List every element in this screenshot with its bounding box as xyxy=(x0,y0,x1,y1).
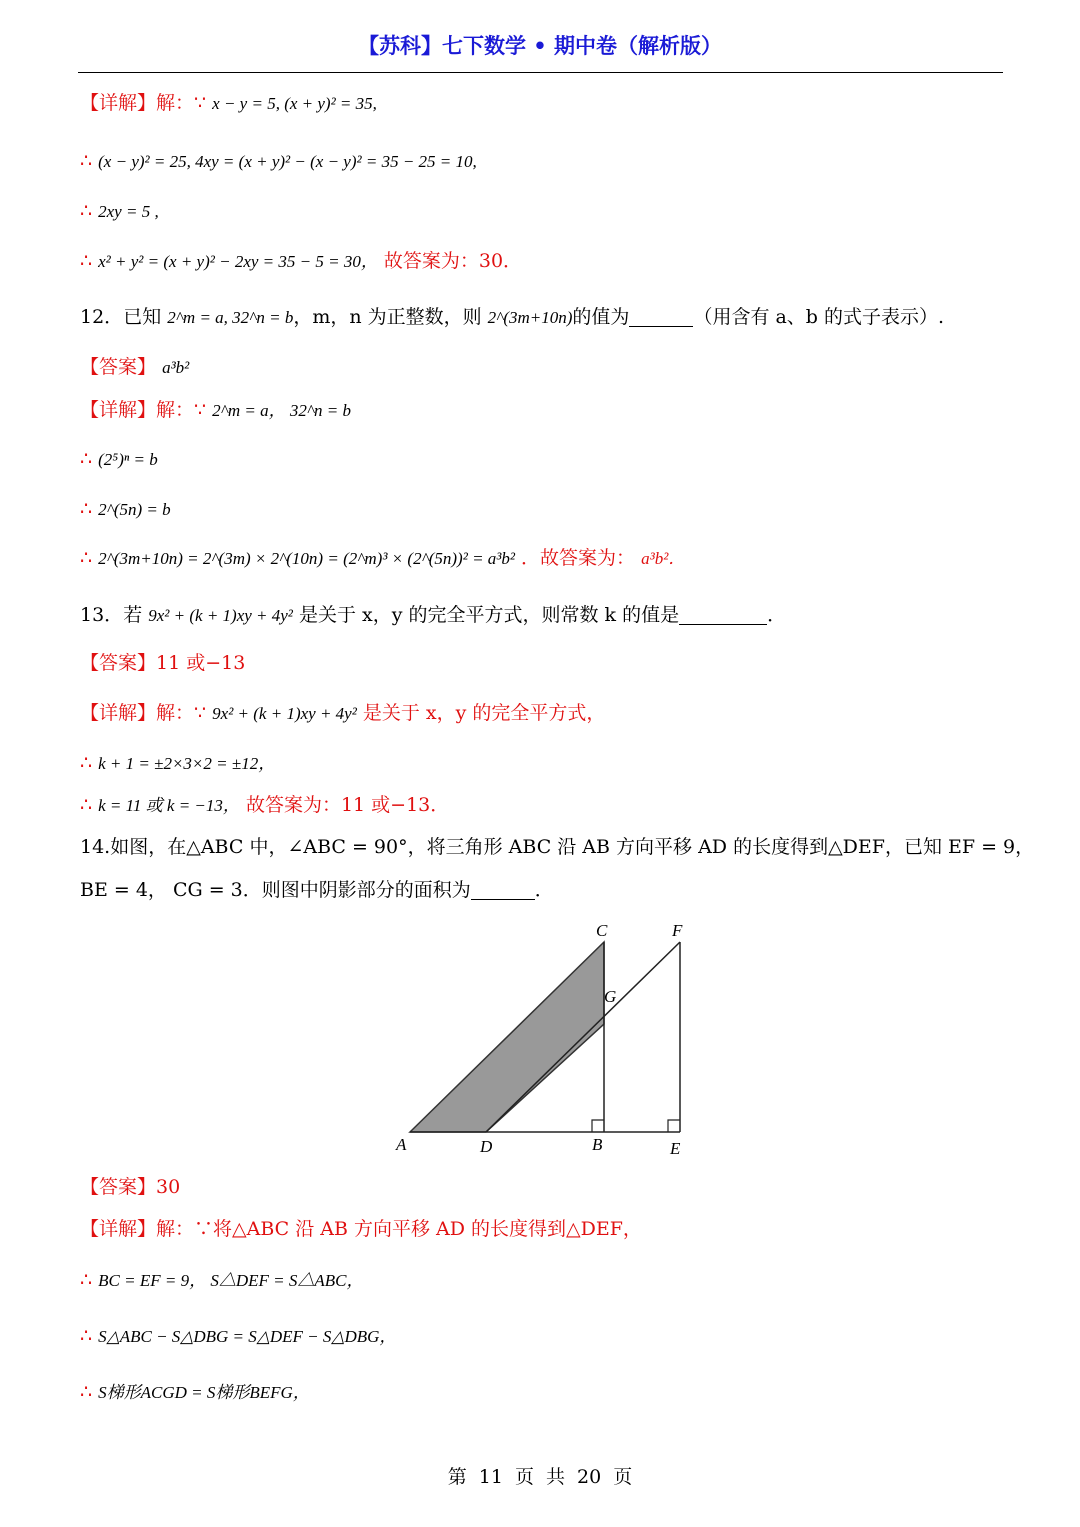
q13-detail-line-1 xyxy=(80,704,605,723)
stem-text: 如图，在△ABC 中，∠ABC = 90°，将三角形 ABC 沿 AB 方向平移 AD 的长度得到△DEF，已知 EF = 9， xyxy=(110,836,1035,858)
q11-detail-line-1 xyxy=(80,94,377,113)
translation-figure xyxy=(380,910,700,1160)
right-angle-e xyxy=(668,1120,680,1132)
math-expression: 2^m = a, 32^n = b xyxy=(167,308,294,327)
label-f: F xyxy=(672,921,683,940)
therefore-symbol: ∴ xyxy=(80,547,93,569)
q14-detail-line-4 xyxy=(80,1383,310,1402)
q14-detail-line-3 xyxy=(80,1327,396,1346)
detail-tag: 【详解】 xyxy=(80,92,157,114)
q12-detail-line-4 xyxy=(80,549,685,568)
answer-value: a³b² xyxy=(162,358,190,377)
detail-prefix: 解：∵ xyxy=(156,399,207,421)
q12-answer xyxy=(80,358,189,377)
q14-detail-line-1 xyxy=(80,1220,642,1239)
therefore-symbol: ∴ xyxy=(80,1269,93,1291)
q13-detail-line-3 xyxy=(80,796,449,815)
math-expression: 9x² + (k + 1)xy + 4y² xyxy=(212,704,357,723)
therefore-symbol: ∴ xyxy=(80,498,93,520)
q11-detail-line-3 xyxy=(80,202,159,221)
q13-stem xyxy=(80,606,786,625)
stem-text: BE = 4， CG = 3．则图中阴影部分的面积为 xyxy=(80,879,471,901)
math-expression: (2⁵)ⁿ = b xyxy=(98,450,158,469)
answer-tag: 【答案】 xyxy=(80,1176,157,1198)
q13-answer xyxy=(80,654,245,673)
q14-stem-line-2 xyxy=(80,881,554,900)
math-expression: 2^(5n) = b xyxy=(98,500,171,519)
math-expression: S△ABC − S△DBG = S△DEF − S△DBG， xyxy=(98,1327,397,1346)
detail-suffix: 是关于 x，y 的完全平方式， xyxy=(362,702,606,724)
math-expression: x² + y² = (x + y)² − 2xy = 35 − 5 = 30， xyxy=(98,252,378,271)
detail-prefix: 解：∵ xyxy=(156,92,207,114)
stem-text: ，m，n 为正整数，则 xyxy=(293,306,482,328)
math-expression: 2xy = 5 , xyxy=(98,202,159,221)
therefore-symbol: ∴ xyxy=(80,1381,93,1403)
label-a: A xyxy=(396,1135,407,1154)
stem-text: ． xyxy=(534,879,554,901)
q12-detail-line-2 xyxy=(80,450,158,469)
label-c: C xyxy=(596,921,608,940)
question-number: 14. xyxy=(80,836,111,858)
stem-text: 已知 xyxy=(123,306,162,328)
page-footer: 第 11 页 共 20 页 xyxy=(447,1466,633,1488)
q12-detail-line-1 xyxy=(80,401,351,420)
answer-blank xyxy=(679,606,767,625)
q14-stem-line-1 xyxy=(80,838,1034,857)
math-expression: k + 1 = ±2×3×2 = ±12， xyxy=(98,754,276,773)
answer-blank xyxy=(629,308,693,327)
answer-value: 11 或−13 xyxy=(156,652,246,674)
therefore-symbol: ∴ xyxy=(80,250,93,272)
stem-text: ． xyxy=(767,604,787,626)
label-e: E xyxy=(670,1139,681,1158)
therefore-symbol: ∴ xyxy=(80,448,93,470)
math-expression: 2^(3m+10n) xyxy=(487,308,573,327)
stem-text: 是关于 x，y 的完全平方式，则常数 k 的值是 xyxy=(298,604,680,626)
q12-detail-line-3 xyxy=(80,500,171,519)
therefore-symbol: ∴ xyxy=(80,752,93,774)
shaded-region-acgd xyxy=(410,942,604,1132)
answer-value: 30 xyxy=(156,1176,181,1198)
therefore-symbol: ∴ xyxy=(80,794,93,816)
detail-tag: 【详解】 xyxy=(80,1218,157,1240)
answer-blank xyxy=(471,881,535,900)
math-expression: 2^m = a， 32^n = b xyxy=(212,401,351,420)
conclusion-text: 故答案为：11 或−13． xyxy=(245,794,450,816)
detail-tag: 【详解】 xyxy=(80,702,157,724)
answer-tag: 【答案】 xyxy=(80,652,157,674)
answer-tag: 【答案】 xyxy=(80,356,157,378)
q14-answer xyxy=(80,1178,180,1197)
math-expression: 9x² + (k + 1)xy + 4y² xyxy=(148,606,293,625)
right-angle-b xyxy=(592,1120,604,1132)
detail-prefix: 解：∵ xyxy=(156,702,207,724)
therefore-symbol: ∴ xyxy=(80,150,93,172)
therefore-symbol: ∴ xyxy=(80,200,93,222)
page-header-title: 【苏科】七下数学 • 期中卷（解析版） xyxy=(357,34,723,58)
conclusion-answer: a³b²． xyxy=(641,549,686,568)
conclusion-text: 故答案为：30． xyxy=(383,250,523,272)
q13-detail-line-2 xyxy=(80,754,275,773)
detail-tag: 【详解】 xyxy=(80,399,157,421)
detail-text: 解：∵将△ABC 沿 AB 方向平移 AD 的长度得到△DEF， xyxy=(156,1218,642,1240)
q12-stem xyxy=(80,308,944,327)
q14-detail-line-2 xyxy=(80,1271,363,1290)
question-number: 13． xyxy=(80,604,124,626)
stem-text: 若 xyxy=(123,604,143,626)
math-expression: (x − y)² = 25, 4xy = (x + y)² − (x − y)² = 35 − 25 = 10, xyxy=(98,152,477,171)
question-number: 12． xyxy=(80,306,124,328)
label-d: D xyxy=(480,1137,493,1156)
conclusion-text: ．故答案为： xyxy=(521,547,636,569)
q11-detail-line-4 xyxy=(80,252,522,271)
math-expression: 2^(3m+10n) = 2^(3m) × 2^(10n) = (2^m)³ × (2^(5n))² = a³b² xyxy=(98,549,515,568)
math-expression: S梯形ACGD = S梯形BEFG， xyxy=(98,1383,310,1402)
label-g: G xyxy=(604,987,617,1006)
stem-text: （用含有 a、b 的式子表示）. xyxy=(693,306,945,328)
math-expression: x − y = 5, (x + y)² = 35, xyxy=(212,94,377,113)
math-expression: BC = EF = 9， S△DEF = S△ABC， xyxy=(98,1271,364,1290)
label-b: B xyxy=(592,1135,603,1154)
header-divider xyxy=(78,72,1003,73)
math-expression: k = 11 或 k = −13， xyxy=(98,796,240,815)
q11-detail-line-2 xyxy=(80,152,477,171)
stem-text: 的值为 xyxy=(572,306,630,328)
therefore-symbol: ∴ xyxy=(80,1325,93,1347)
